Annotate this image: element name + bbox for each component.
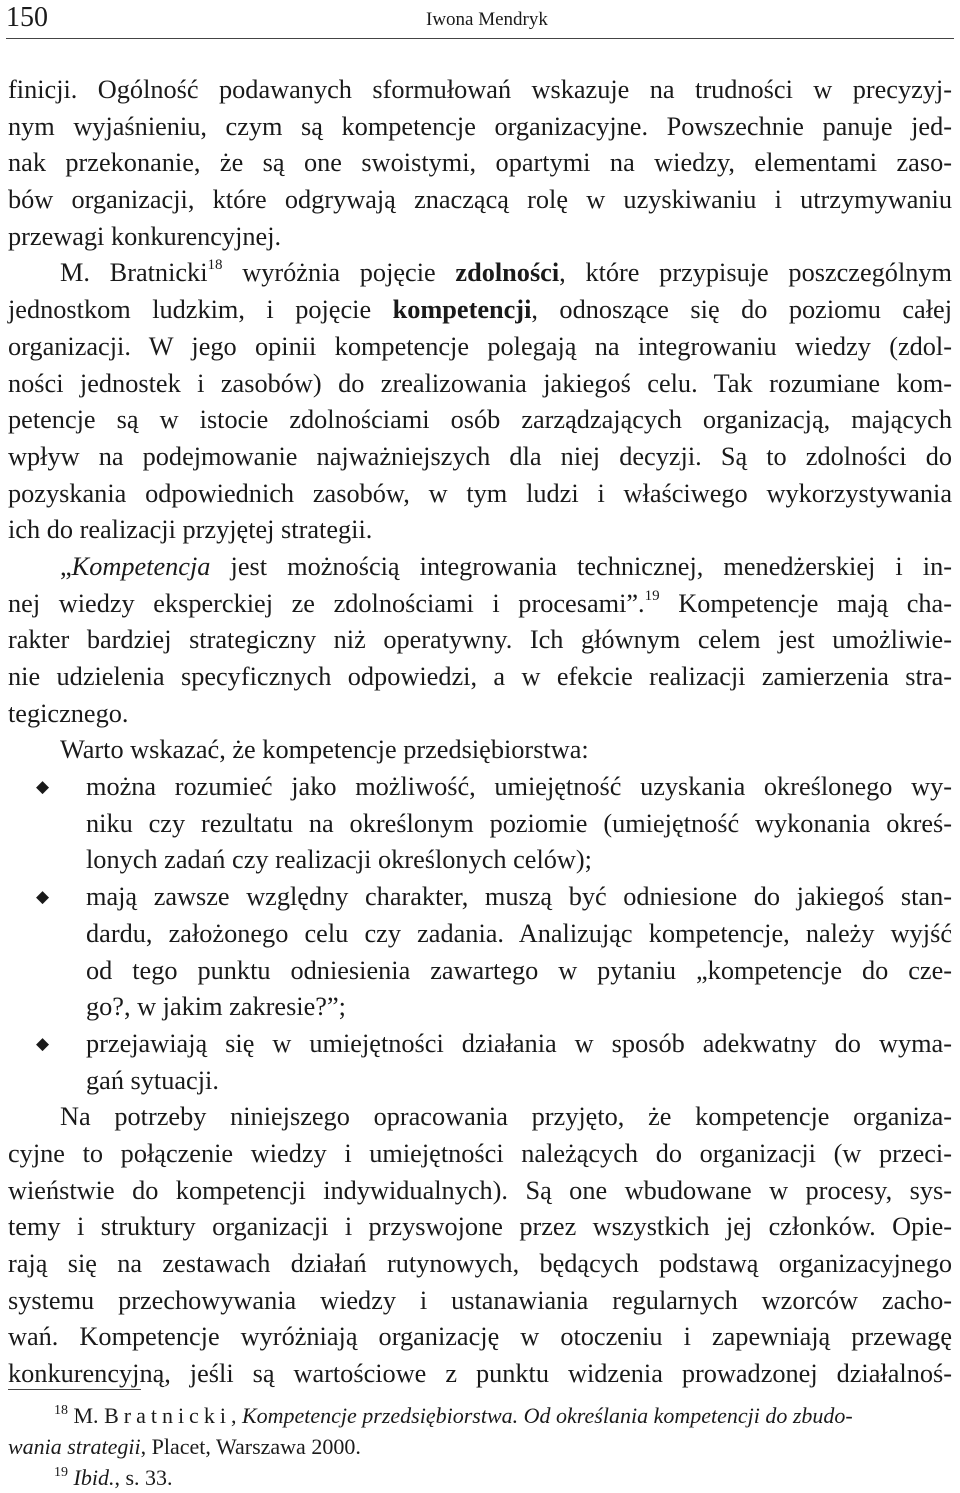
footnote-number: 19 <box>54 1465 68 1480</box>
paragraph-line: rają się na zestawach działań rutynowych, będących podstawą organizacyjnego <box>8 1249 952 1278</box>
paragraph-line: przewagi konkurencyjnej. <box>8 221 282 251</box>
footnote-18: $^{18}$ M. Bratnicki, Kompetencje przedsiębiorstwa. Od określania kompetencji do zbudo- <box>54 1403 853 1428</box>
paragraph-line: bów organizacji, które odgrywają znaczącą rolę w uzyskiwaniu i utrzymywaniu <box>8 185 952 215</box>
paragraph-line: ności jednostek i zasobów) do zrealizowania jakiegoś celu. Tak rozumiane kom- <box>8 368 952 398</box>
paragraph-line: nej wiedzy eksperckiej ze zdolnościami i procesami”.$^{19}$ Kompetencje mają cha- <box>8 587 952 618</box>
paragraph-line: petencje są w istocie zdolnościami osób zarządzających organizacją, mających <box>8 405 952 435</box>
paragraph-line: nym wyjaśnieniu, czym są kompetencje organizacyjne. Powszechnie panuje jed- <box>8 111 952 141</box>
paragraph-line: cyjne to połączenie wiedzy i umiejętności należących do organizacji (w przeci- <box>8 1138 952 1168</box>
list-item-line: gań sytuacji. <box>86 1065 219 1095</box>
diamond-bullet-icon: ◆ <box>36 777 50 797</box>
paragraph-line: pozyskania odpowiednich zasobów, w tym ludzi i właściwego wykorzystywania <box>8 478 952 508</box>
paragraph-line: systemu przechowywania wiedzy i ustanawiania regularnych wzorców zacho- <box>8 1285 952 1315</box>
paragraph-line: konkurencyjną, jeśli są wartościowe z punktu widzenia prowadzonej działalnoś- <box>8 1359 952 1389</box>
footnote-18-line-2: wania strategii, Placet, Warszawa 2000. <box>8 1434 361 1459</box>
page-number: 150 <box>6 2 48 33</box>
header-rule <box>6 38 954 39</box>
diamond-bullet-icon: ◆ <box>36 1033 50 1053</box>
paragraph-line: wieństwie do kompetencji indywidualnych). Są one wbudowane w procesy, sys- <box>8 1175 952 1205</box>
list-intro: Warto wskazać, że kompetencje przedsiębiorstwa: <box>60 735 589 765</box>
paragraph-line: wań. Kompetencje wyróżniają organizację w otoczeniu i zapewniają przewagę <box>8 1322 952 1352</box>
paragraph-line: temy i struktury organizacji i przyswojone przez wszystkich jej członków. Opie- <box>8 1212 952 1242</box>
list-item: ◆ mają zawsze względny charakter, muszą być odniesione do jakiegoś stan- <box>8 879 952 916</box>
term-zdolnosci: zdolności <box>455 258 560 288</box>
paragraph-line: wpływ na podejmowanie najważniejszych dla niej decyzji. Są to zdolności do <box>8 441 952 471</box>
paragraph-line: organizacji. W jego opinii kompetencje polegają na integrowaniu wiedzy (zdol- <box>8 331 952 361</box>
footnote-number: 18 <box>54 1403 68 1418</box>
page-header <box>6 0 954 40</box>
footnote-ref-18: 18 <box>207 257 223 274</box>
paragraph-line: rakter bardziej strategiczny niż operatywny. Ich głównym celem jest umożliwie- <box>8 625 952 655</box>
diamond-bullet-icon: ◆ <box>36 887 50 907</box>
footnote-rule <box>8 1389 141 1390</box>
list-item-line: niku czy rezultatu na określonym poziomie (umiejętność wykonania okreś- <box>86 808 952 838</box>
paragraph-line: nak przekonanie, że są one swoistymi, opartymi na wiedzy, elementami zaso- <box>8 148 952 178</box>
running-head: Iwona Mendryk <box>426 9 548 30</box>
author-name: M. Bratnicki <box>60 258 208 288</box>
body-text <box>8 72 952 1393</box>
list-item: ◆ można rozumieć jako możliwość, umiejętność uzyskania określonego wy- <box>8 769 952 806</box>
list-item: ◆ przejawiają się w umiejętności działania w sposób adekwatny do wyma- <box>8 1026 952 1063</box>
paragraph-line: nie udzielenia specyficznych odpowiedzi, a w efekcie realizacji zamierzenia stra- <box>8 662 952 691</box>
list-item-line: lonych zadań czy realizacji określonych celów); <box>86 845 592 875</box>
paragraph-line: M. Bratnicki$^{18}$ wyróżnia pojęcie zdolności, które przypisuje poszczególnym <box>60 257 953 288</box>
term-kompetencja: Kompetencja <box>71 551 211 581</box>
footnote-author: Bratnicki <box>104 1403 231 1428</box>
list-item-line: dardu, założonego celu czy zadania. Analizując kompetencje, należy wyjść <box>86 918 952 948</box>
footnotes <box>8 1400 952 1493</box>
paragraph-line: tegicznego. <box>8 698 129 728</box>
paragraph-line: „Kompetencja jest możnością integrowania technicznej, menedżerskiej i in- <box>60 551 952 581</box>
footnote-ref-19: 19 <box>644 587 660 604</box>
paragraph-line: jednostkom ludzkim, i pojęcie kompetencji, odnoszące się do poziomu całej <box>8 295 952 325</box>
footnote-19: $^{19}$ Ibid., s. 33. <box>54 1465 173 1490</box>
term-kompetencji: kompetencji <box>392 295 532 325</box>
list-item-line: od tego punktu odniesienia zawartego w pytaniu „kompetencje do cze- <box>86 955 952 985</box>
paragraph-line: ich do realizacji przyjętej strategii. <box>8 515 373 545</box>
paragraph-line: finicji. Ogólność podawanych sformułowań wskazuje na trudności w precyzyj- <box>8 75 952 104</box>
list-item-line: go?, w jakim zakresie?”; <box>86 992 346 1022</box>
paragraph-line: Na potrzeby niniejszego opracowania przyjęto, że kompetencje organiza- <box>60 1102 952 1132</box>
footnote-title: Kompetencje przedsiębiorstwa. Od określania kompetencji do zbudo- <box>241 1403 853 1428</box>
